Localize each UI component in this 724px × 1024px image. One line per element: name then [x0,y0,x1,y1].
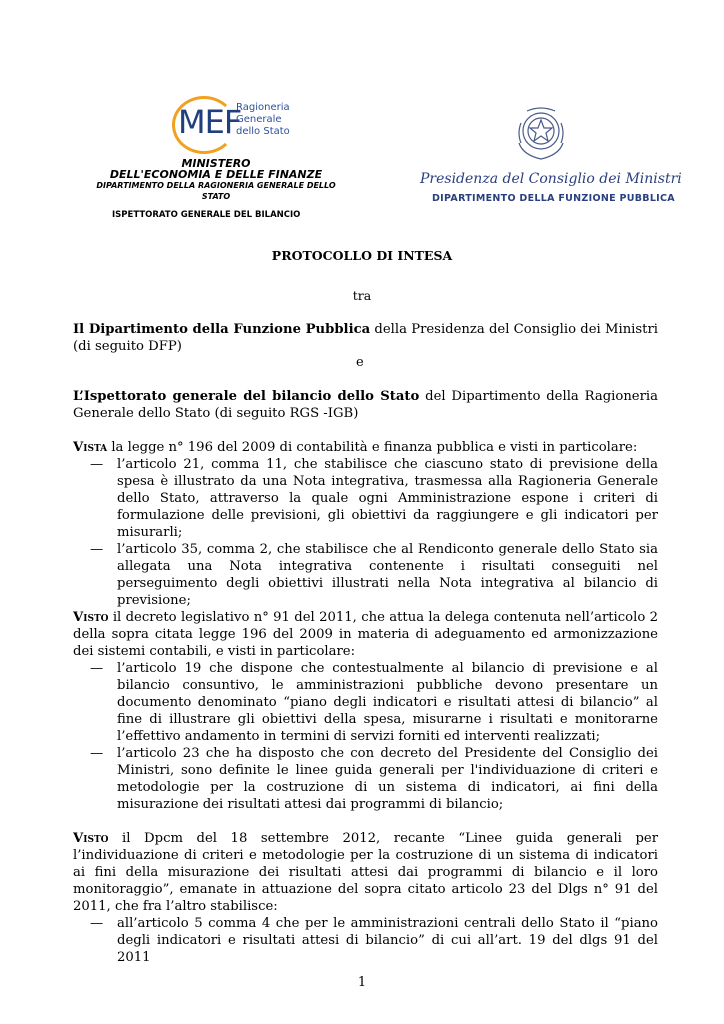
list-item-text: l’articolo 23 che ha disposto che con decreto del Presidente del Consiglio dei Ministri, sono definite le linee guida generali per l'individuazione di criteri e metodologie per la costruzione di un sistema di indicatori, ai fini della misurazione dei risultati attesi dai programmi di bilancio; [117,746,658,812]
rgs-line: Ragioneria [236,102,290,113]
dash-bullet: — [90,457,104,472]
ministero-line: DELL'ECONOMIA E DELLE FINANZE [109,168,323,181]
visto-text: il decreto legislativo n° 91 del 2011, che attua la delega contenuta nell’articolo 2 della sopra citata legge 196 del 2009 in materia di adeguamento ed armonizzazione dei sistemi contabili, e visti in particolare: [73,610,658,659]
rgs-line: dello Stato [236,126,290,137]
document-title: PROTOCOLLO DI INTESA [271,248,453,263]
ispettorato-heading: ISPETTORATO GENERALE DEL BILANCIO [112,210,301,220]
dash-bullet: — [90,746,104,761]
rgs-logo-text [236,102,290,138]
dash-bullet: — [90,916,104,931]
party-rgs-rest: del Dipartimento della Ragioneria Generale dello Stato (di seguito RGS -IGB) [73,389,659,421]
italian-emblem-icon [513,103,569,163]
visto-paragraph [73,609,658,660]
list-item-text: all’articolo 5 comma 4 che per le amministrazioni centrali dello Stato il “piano degli indicatori e risultati attesi di bilancio” di cui all’art. 19 del dlgs 91 del 2011 [117,916,658,965]
ministero-line: DIPARTIMENTO DELLA RAGIONERIA GENERALE DELLO [96,181,336,190]
rgs-line: Generale [236,114,282,125]
vista-lead: Vista [73,440,108,455]
mef-logo [172,98,322,148]
dfp-title: DIPARTIMENTO DELLA FUNZIONE PUBBLICA [432,193,675,204]
vista-paragraph [73,439,658,456]
dash-bullet: — [90,542,104,557]
page-number: 1 [357,975,367,990]
vista-text: la legge n° 196 del 2009 di contabilità e finanza pubblica e visti in particolare: [107,440,638,455]
party-dfp-name: Il Dipartimento della Funzione Pubblica [73,322,371,337]
tra-word: tra [352,288,372,303]
visto-text: il Dpcm del 18 settembre 2012, recante “Linee guida generali per l’individuazione di criteri e metodologie per la costruzione di un sistema di indicatori ai fini della misurazione dei risultati attesi dai programmi di bilancio e il loro monitoraggio”, emanate in attuazione del sopra citato articolo 23 del Dlgs n° 91 del 2011, che fra l’altro stabilisce: [73,831,658,914]
conjunction-e: e [356,355,364,370]
visto-lead: Visto [73,831,109,846]
party-rgs [73,388,658,422]
presidenza-title: Presidenza del Consiglio dei Ministri [420,171,682,187]
list-item-text: l’articolo 19 che dispone che contestualmente al bilancio di previsione e al bilancio consuntivo, le amministrazioni pubbliche devono presentare un documento denominato “piano degli indicatori e risultati attesi di bilancio” al fine di illustrare gli obiettivi della spesa, misurarne i risultati e monitorarne l’effettivo andamento in termini di servizi forniti ed interventi realizzati; [117,661,658,744]
party-dfp-rest: della Presidenza del Consiglio dei Ministri (di seguito DFP) [73,322,658,354]
party-rgs-name: L’Ispettorato generale del bilancio dello Stato [73,389,420,404]
mef-logo-letters: MEF [178,103,242,141]
visto-dpcm-paragraph [73,830,658,915]
visto-lead: Visto [73,610,109,625]
dash-bullet: — [90,661,104,676]
ministero-line: MINISTERO [181,157,251,170]
ministero-heading [80,158,352,202]
party-dfp [73,321,658,355]
list-item-text: l’articolo 35, comma 2, che stabilisce che al Rendiconto generale dello Stato sia allegata una Nota integrativa contenente i risultati conseguiti nel perseguimento degli obiettivi illustrati nella Nota integrativa al bilancio di previsione; [117,542,658,608]
list-item-text: l’articolo 21, comma 11, che stabilisce che ciascuno stato di previsione della spesa è illustrato da una Nota integrativa, trasmessa alla Ragioneria Generale dello Stato, attraverso la quale ogni Amministrazione espone i criteri di formulazione delle previsioni, gli obiettivi da raggiungere e gli indicatori per misurarli; [117,457,658,540]
ministero-line: STATO [201,192,231,201]
